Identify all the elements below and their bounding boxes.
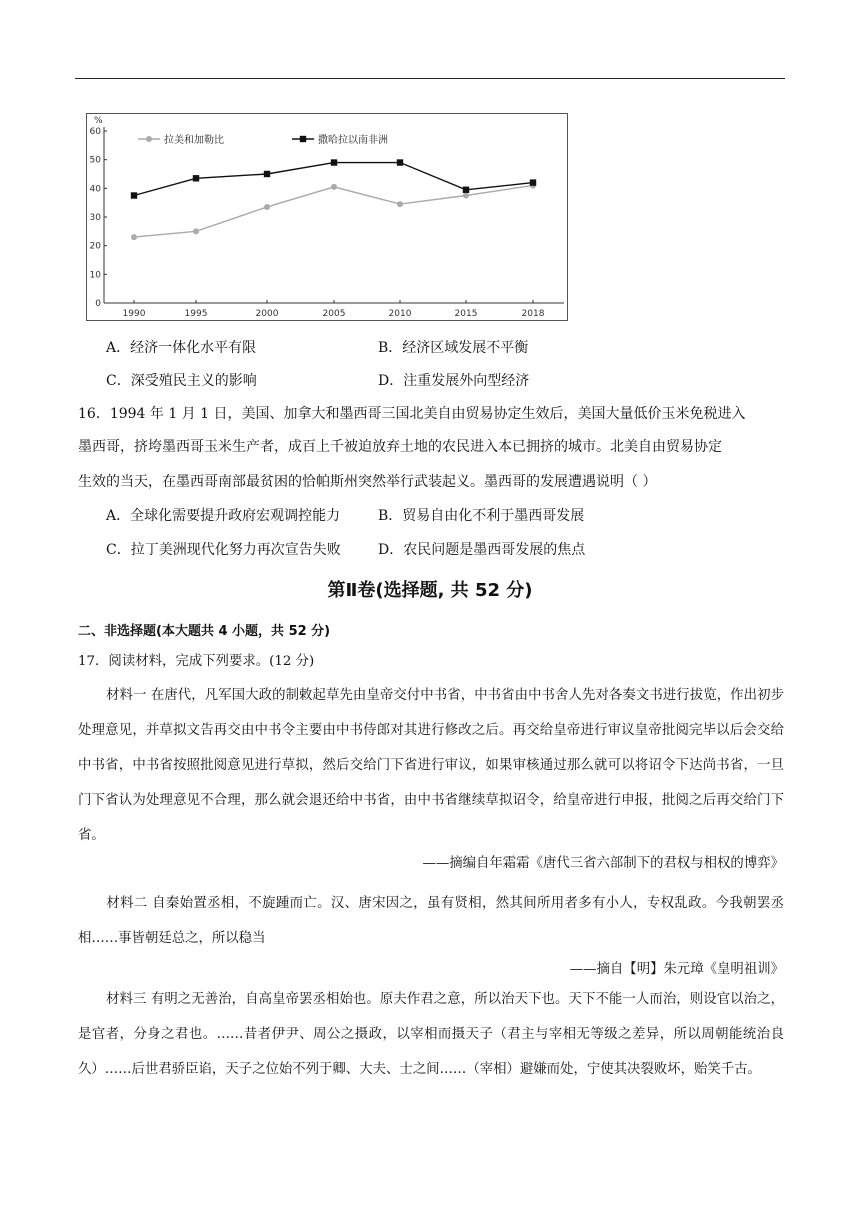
y-tick-label: 40 bbox=[89, 184, 101, 195]
legend-label: 撒哈拉以南非洲 bbox=[318, 135, 388, 146]
y-tick-label: 10 bbox=[89, 270, 101, 281]
section-subtitle: 二、非选择题(本大题共 4 小题，共 52 分) bbox=[78, 624, 331, 639]
material-1 bbox=[78, 678, 784, 853]
data-point bbox=[397, 159, 403, 165]
x-tick-label: 2005 bbox=[322, 309, 346, 319]
q16-stem-line2: 墨西哥，挤垮墨西哥玉米生产者，成百上千被迫放弃土地的农民进入本已拥挤的城市。北美自由贸易协定 bbox=[78, 439, 722, 455]
data-point bbox=[331, 184, 337, 190]
source-1: ——摘编自年霜霜《唐代三省六部制下的君权与相权的博弈》 bbox=[422, 856, 784, 871]
y-tick-label: 20 bbox=[89, 241, 101, 252]
material-2-text: 材料二 自秦始置丞相，不旋踵而亡。汉、唐宋因之，虽有贤相，然其间所用者多有小人，专权乱政。今我朝罢丞相……事皆朝廷总之，所以稳当 bbox=[78, 896, 784, 946]
line-chart bbox=[86, 113, 568, 321]
data-point bbox=[530, 179, 536, 185]
data-point bbox=[397, 201, 403, 207]
data-point bbox=[463, 193, 469, 199]
data-point bbox=[193, 228, 199, 234]
data-point bbox=[131, 234, 137, 240]
q15-option-a[interactable]: A．经济一体化水平有限 bbox=[106, 340, 257, 356]
q16-option-d[interactable]: D．农民问题是墨西哥发展的焦点 bbox=[378, 542, 586, 558]
data-point bbox=[131, 192, 137, 198]
y-tick-label: 30 bbox=[89, 213, 101, 223]
x-tick-label: 1995 bbox=[184, 309, 208, 319]
data-point bbox=[264, 171, 270, 177]
material-2 bbox=[78, 886, 784, 956]
q16-stem-line3: 生效的当天，在墨西哥南部最贫困的恰帕斯州突然举行武装起义。墨西哥的发展遭遇说明（ ） bbox=[78, 474, 657, 490]
q16-option-c[interactable]: C．拉丁美洲现代化努力再次宣告失败 bbox=[106, 542, 341, 558]
x-tick-label: 2000 bbox=[255, 309, 279, 319]
data-point bbox=[463, 187, 469, 193]
q16-option-b[interactable]: B．贸易自由化不利于墨西哥发展 bbox=[378, 508, 585, 524]
x-tick-label: 2018 bbox=[521, 309, 545, 319]
x-tick-label: 1990 bbox=[122, 309, 146, 319]
q17-stem: 17．阅读材料，完成下列要求。(12 分) bbox=[78, 654, 315, 669]
x-tick-label: 2015 bbox=[454, 309, 478, 319]
x-tick-label: 2010 bbox=[388, 309, 412, 319]
material-3 bbox=[78, 982, 784, 1087]
section-title: 第Ⅱ卷(选择题, 共 52 分) bbox=[327, 580, 533, 601]
q15-option-d[interactable]: D．注重发展外向型经济 bbox=[378, 373, 530, 389]
q15-option-b[interactable]: B．经济区域发展不平衡 bbox=[378, 340, 529, 356]
data-point bbox=[264, 204, 270, 210]
data-point bbox=[193, 175, 199, 181]
header-rule bbox=[75, 78, 785, 79]
material-3-text: 材料三 有明之无善治，自高皇帝罢丞相始也。原夫作君之意，所以治天下也。天下不能一人而治，则设官以治之，是官者，分身之君也。……昔者伊尹、周公之摄政，以宰相而摄天子（君主与宰相无等级之差异，所以周朝能统治良久）……后世君骄臣谄，天子之位始不列于卿、大夫、士之间……（宰相）避嫌而处，宁使其决裂败坏，贻笑千古。 bbox=[78, 992, 784, 1077]
q15-option-c[interactable]: C．深受殖民主义的影响 bbox=[106, 373, 257, 389]
y-tick-label: 60 bbox=[89, 127, 101, 137]
y-tick-label: 0 bbox=[95, 299, 101, 309]
q16-option-a[interactable]: A．全球化需要提升政府宏观调控能力 bbox=[106, 508, 341, 524]
material-1-text: 材料一 在唐代，凡军国大政的制敕起草先由皇帝交付中书省，中书省由中书舍人先对各奏文书进行拔览，作出初步处理意见，并草拟文告再交由中书令主要由中书侍郎对其进行修改之后。再交给皇帝进行审议皇帝批阅完毕以后会交给中书省，中书省按照批阅意见进行草拟，然后交给门下省进行审议，如果审核通过那么就可以将诏令下达尚书省，一旦门下省认为处理意见不合理，那么就会退还给中书省，由中书省继续草拟诏令，给皇帝进行申报，批阅之后再交给门下省。 bbox=[78, 688, 784, 843]
q16-stem-line1: 16．1994 年 1 月 1 日，美国、加拿大和墨西哥三国北美自由贸易协定生效后，美国大量低价玉米免税进入 bbox=[78, 406, 746, 422]
source-2: ——摘自【明】朱元璋《皇明祖训》 bbox=[569, 962, 784, 977]
y-unit-label: % bbox=[94, 116, 103, 126]
legend-marker bbox=[146, 136, 152, 142]
y-tick-label: 50 bbox=[89, 155, 101, 166]
legend-label: 拉美和加勒比 bbox=[164, 135, 224, 146]
data-point bbox=[331, 159, 337, 165]
legend-marker bbox=[300, 136, 306, 142]
